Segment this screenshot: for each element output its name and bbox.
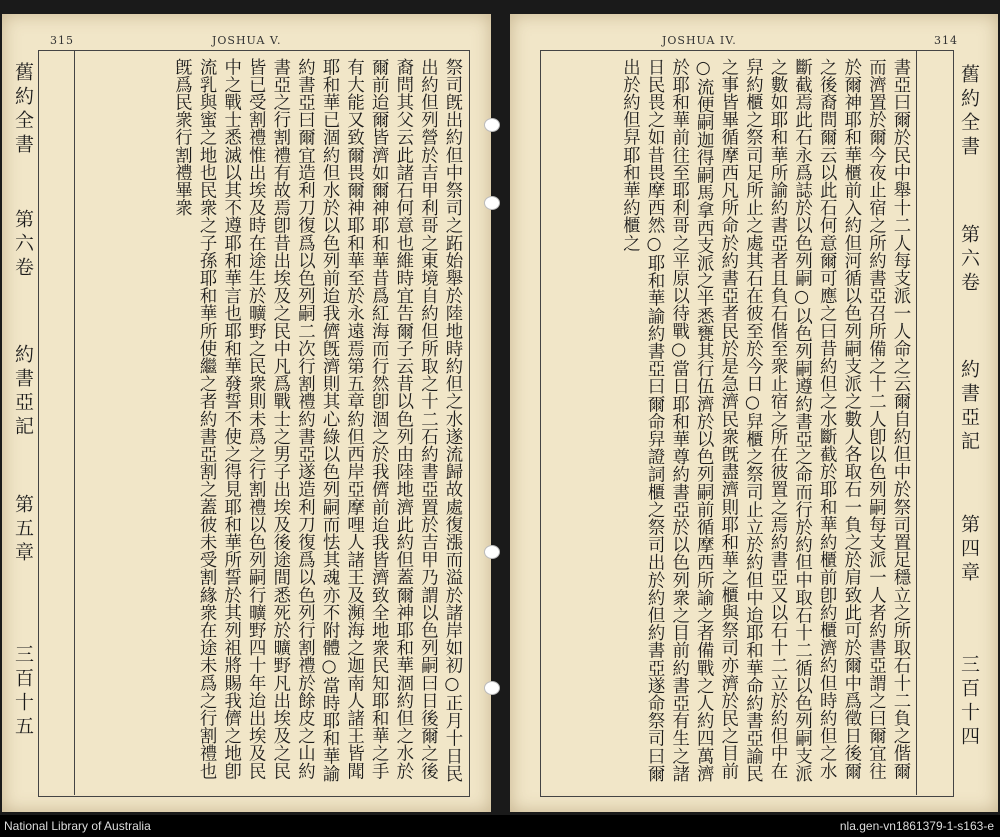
scripture-text: 書亞曰爾於民中舉十二人每支派一人命之云爾自約但中於祭司置足穩立之所取石十二負之偕爾而濟置於爾今夜止宿之所約書亞召所備之十二人卽以色列嗣每支派一人者約書亞謂之曰爾宜往於爾神耶和華櫃前入約但河循以色列嗣支派之數人各取石一負之於肩致此可於爾中爲徵日後爾之後裔問爾云以此石何意爾可應之曰昔約但之水斷截於耶和華約櫃前卽約櫃濟約但時約但之水斷截焉此石永爲誌於以色列嗣○以色列嗣遵約書亞之命而行於約但中取石十二循以色列嗣支派之數如耶和華所諭約書亞者且負石偕至衆止宿之所在彼置之焉約書亞又以石十二立於約但中在舁約櫃之祭司足所止之處其石在彼至於今日○舁櫃之祭司止立於約但中迨耶和華命約書亞諭民之事皆畢循摩西凡所命於約書亞者民於是急濟民衆旣盡濟則耶和華之櫃與祭司亦濟於民之目前○流便嗣迦得嗣馬拿西支派之半悉甕其行伍濟於以色列嗣前循摩西所諭之者備戰之人約四萬濟於耶和華前往至耶利哥之平原以待戰○當日耶和華尊約書亞於以色列衆之目前約書亞有生之諸日民畏之如昔畏摩西然○耶和華諭約書亞曰爾命舁證詞櫃之祭司出於約但約書亞遂命祭司曰爾出於約但舁耶和華約櫃之 <box>619 58 910 783</box>
margin-page-number: 三百十五 <box>12 644 34 740</box>
margin-volume: 第六卷 <box>958 224 980 296</box>
margin-page-number: 三百十四 <box>958 654 980 750</box>
binding-hole <box>484 196 500 210</box>
running-head: JOSHUA V. <box>212 34 282 47</box>
margin-volume: 第六卷 <box>12 209 34 281</box>
margin-book-name: 約書亞記 <box>12 344 34 440</box>
running-head: JOSHUA IV. <box>662 34 737 47</box>
footer-bar <box>0 815 1000 837</box>
page-number: 315 <box>50 34 74 47</box>
margin-book-title: 舊約全書 <box>958 64 980 160</box>
footer-source: National Library of Australia <box>4 819 151 833</box>
page-number: 314 <box>934 34 958 47</box>
binding-hole <box>484 681 500 695</box>
margin-book-title: 舊約全書 <box>12 62 34 158</box>
left-page <box>2 14 491 812</box>
margin-divider <box>74 50 75 795</box>
scripture-text: 祭司旣出約但中祭司之跖始舉於陸地時約但之水遂流歸故處復漲而溢於諸岸如初○正月十日民出約但列營於吉甲利哥之東境自約但所取之十二石約書亞置於吉甲乃謂以色列嗣曰日後爾之後裔問其父云此諸石何意也維時宜告爾子云昔以色列由陸地濟此約但蓋爾神耶和華涸約但之水於爾前迨爾皆濟如爾神耶和華昔爲紅海而行然卽涸之於我儕前迨我皆濟致全地衆民知耶和華之手有大能又致爾畏爾神耶和華至於永遠焉第五章約但西岸亞摩哩人諸王及瀕海之迦南人諸王皆聞耶和華已涸約但水於以色列前迨我儕旣濟則其心綠以色列嗣而怯其魂亦不附體○當時耶和華諭約書亞曰爾宜造利刀復爲以色列嗣二次行割禮約書亞遂造利刀復爲以色列行割禮於餘皮之山約書亞之行割禮有故焉卽昔出埃及之民中凡爲戰士之男子出埃及後途間悉死於曠野凡出埃及之民皆已受割禮惟出埃及時在途生於曠野之民衆則未爲之行割禮以色列嗣行曠野四十年迨出埃及民中之戰士悉滅以其不遵耶和華言也耶和華發誓不使之得見耶和華所誓於其列祖將賜我儕之地卽流乳與蜜之地也民衆之子孫耶和華所使繼之者約書亞割之蓋彼未受割緣衆在途未爲之行割禮也旣爲民衆行割禮畢衆 <box>171 58 462 783</box>
margin-divider <box>916 50 917 795</box>
binding-hole <box>484 545 500 559</box>
margin-book-name: 約書亞記 <box>958 359 980 455</box>
binding-hole <box>484 118 500 132</box>
footer-identifier: nla.gen-vn1861379-1-s163-e <box>839 819 994 833</box>
right-page <box>510 14 998 812</box>
margin-chapter: 第五章 <box>12 494 34 566</box>
margin-chapter: 第四章 <box>958 514 980 586</box>
